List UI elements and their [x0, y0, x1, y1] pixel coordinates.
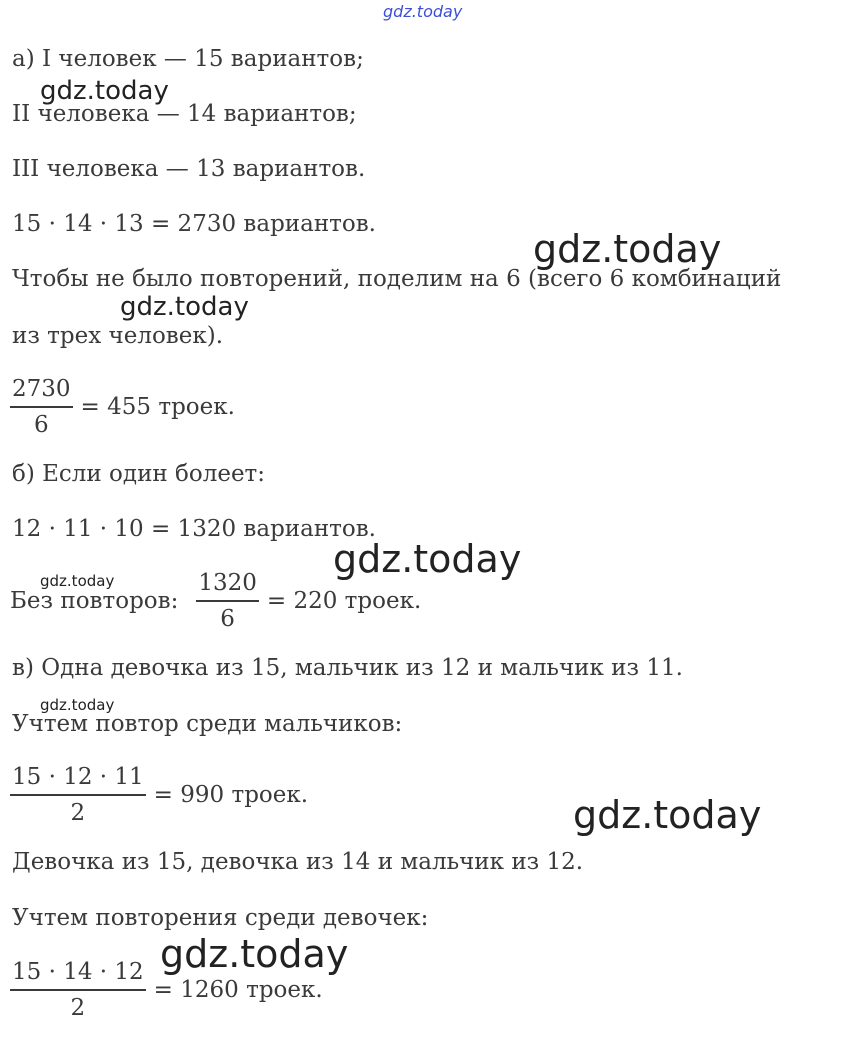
text-line-boys-repeat: Учтем повтор среди мальчиков: — [12, 711, 403, 737]
fraction-1-result: = 455 троек. — [80, 394, 235, 420]
fraction-row-4 — [10, 955, 323, 1025]
watermark-2: gdz.today — [533, 227, 722, 271]
watermark-top: gdz.today — [383, 2, 463, 21]
text-line-girls-repeat: Учтем повторения среди девочек: — [12, 905, 429, 931]
fraction-2-numerator: 1320 — [196, 569, 259, 602]
text-line-a-second: II человека — 14 вариантов; — [12, 101, 357, 127]
text-line-c-intro: в) Одна девочка из 15, мальчик из 12 и мальчик из 11. — [12, 655, 683, 681]
watermark-4: gdz.today — [333, 537, 522, 581]
watermark-7: gdz.today — [573, 793, 762, 837]
fraction-4-result: = 1260 троек. — [153, 977, 323, 1003]
fraction-2-denominator: 6 — [220, 606, 235, 632]
no-repeat-label: Без повторов: — [10, 588, 179, 614]
watermark-3: gdz.today — [120, 292, 249, 322]
fraction-3-result: = 990 троек. — [153, 782, 309, 808]
fraction-4-numerator: 15 · 14 · 12 — [10, 958, 146, 991]
text-line-product-2: 12 · 11 · 10 = 1320 вариантов. — [12, 516, 376, 542]
fraction-row-2 — [10, 566, 421, 636]
watermark-6: gdz.today — [40, 696, 115, 714]
fraction-row-1 — [10, 372, 235, 442]
text-line-repeat-1: Чтобы не было повторений, поделим на 6 (всего 6 комбинаций — [12, 266, 782, 292]
watermark-1: gdz.today — [40, 76, 169, 106]
fraction-row-3 — [10, 760, 308, 830]
text-line-repeat-2: из трех человек). — [12, 323, 224, 349]
text-line-a-first: а) I человек — 15 вариантов; — [12, 46, 364, 72]
fraction-1 — [10, 375, 73, 439]
text-line-girls-case: Девочка из 15, девочка из 14 и мальчик из 12. — [12, 849, 584, 875]
watermark-8: gdz.today — [160, 932, 349, 976]
fraction-3-denominator: 2 — [70, 800, 86, 826]
fraction-1-numerator: 2730 — [10, 375, 73, 408]
fraction-4 — [10, 958, 146, 1022]
fraction-2 — [196, 569, 259, 633]
fraction-4-denominator: 2 — [70, 995, 86, 1021]
watermark-5: gdz.today — [40, 572, 115, 590]
fraction-3 — [10, 763, 146, 827]
fraction-1-denominator: 6 — [33, 412, 49, 438]
text-line-a-third: III человека — 13 вариантов. — [12, 156, 366, 182]
fraction-2-result: = 220 троек. — [266, 588, 422, 614]
fraction-3-numerator: 15 · 12 · 11 — [10, 763, 146, 796]
text-line-product-1: 15 · 14 · 13 = 2730 вариантов. — [12, 211, 376, 237]
text-line-b-intro: б) Если один болеет: — [12, 461, 266, 487]
